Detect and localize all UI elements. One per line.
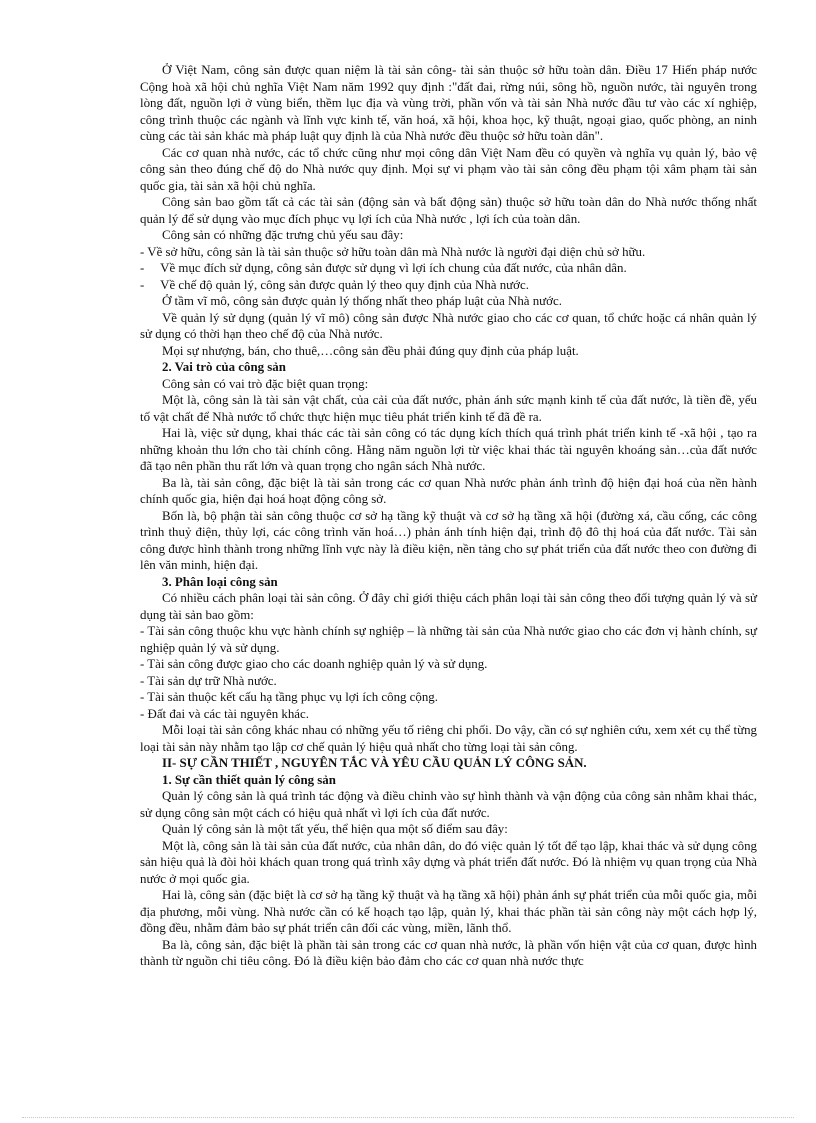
paragraph: Quản lý công sản là một tất yếu, thể hiện qua một số điểm sau đây: <box>162 822 508 836</box>
list-item: - Về mục đích sử dụng, công sản được sử dụng vì lợi ích chung của đất nước, của nhân dân. <box>140 261 627 275</box>
paragraph: Ba là, tài sản công, đặc biệt là tài sản trong các cơ quan Nhà nước phản ánh trình độ hiện đại hoá của nền hành chính quốc gia, hiện đại hoá hoạt động công sở. <box>140 475 757 506</box>
paragraph: Mọi sự nhượng, bán, cho thuê,…công sản đều phải đúng quy định của pháp luật. <box>162 343 579 358</box>
section-heading-necessity: 1. Sự cần thiết quản lý công sản <box>162 772 336 787</box>
section-heading-classification: 3. Phân loại công sản <box>162 574 278 589</box>
paragraph-intro: Ở Việt Nam, công sản được quan niệm là tài sản công- tài sản thuộc sở hữu toàn dân. Điều 17 Hiến pháp nước Cộng hoà xã hội chủ nghĩa Việt Nam năm 1992 quy định :"đất đai, rừng núi, sông hồ, nguồn nước, tài nguyên trong lòng đất, nguồn lợi ở vùng biển, thềm lục địa và vùng trời, phần vốn và tài sản Nhà nước đầu tư vào các xí nghiệp, công trình thuộc các ngành và lĩnh vực kinh tế, văn hoá, xã hội, khoa học, kỹ thuật, ngoại giao, quốc phòng, an ninh cùng các tài sản khác mà pháp luật quy định là của Nhà nước đều thuộc sở hữu toàn dân". <box>140 63 757 143</box>
paragraph: Quản lý công sản là quá trình tác động và điều chỉnh vào sự hình thành và vận động của công sản nhằm khai thác, sử dụng công sản một cách có hiệu quả nhất vì lợi ích của đất nước. <box>140 789 757 820</box>
paragraph: Công sản có vai trò đặc biệt quan trọng: <box>162 376 369 391</box>
paragraph-duties: Các cơ quan nhà nước, các tổ chức cũng như mọi công dân Việt Nam đều có quyền và nghĩa vụ quản lý, bảo vệ công sản theo đúng chế độ do Nhà nước quy định. Mọi sự vi phạm vào tài sản công đều phạm tội xâm phạm tài sản quốc gia, tài sản xã hội chủ nghĩa. <box>140 145 757 193</box>
list-item: - Tài sản công được giao cho các doanh nghiệp quản lý và sử dụng. <box>140 657 488 671</box>
list-item: - Tài sản dự trữ Nhà nước. <box>140 673 277 688</box>
paragraph: Bốn là, bộ phận tài sản công thuộc cơ sở hạ tầng kỹ thuật và cơ sở hạ tầng xã hội (đường xá, cầu cống, các công trình thuỷ điện, thủy lợi, các công trình văn hoá…) phản ánh tính hiện đại, trình độ đô thị hoá của đất nước. Tài sản công được hình thành trong những lĩnh vực này là điều kiện, nền tảng cho sự phát triển của đất nước theo con đường đi lên văn minh, hiện đại. <box>140 508 757 572</box>
paragraph: Có nhiều cách phân loại tài sản công. Ở đây chỉ giới thiệu cách phân loại tài sản công theo đối tượng quản lý và sử dụng tài sản bao gồm: <box>140 591 757 622</box>
paragraph: Ba là, công sản, đặc biệt là phần tài sản trong các cơ quan nhà nước, là phần vốn hiện vật của cơ quan, được hình thành từ nguồn chi tiêu công. Đó là điều kiện bảo đảm cho các cơ quan nhà nước thực <box>140 937 757 968</box>
chapter-heading: II- SỰ CẦN THIẾT , NGUYÊN TẮC VÀ YÊU CẦU QUẢN LÝ CÔNG SẢN. <box>162 756 587 770</box>
list-item: - Tài sản công thuộc khu vực hành chính sự nghiệp – là những tài sản của Nhà nước giao cho các đơn vị hành chính, sự nghiệp quản lý và sử dụng. <box>140 624 757 655</box>
paragraph: Về quản lý sử dụng (quản lý vĩ mô) công sản được Nhà nước giao cho các cơ quan, tổ chức hoặc cá nhân quản lý sử dụng có thời hạn theo chế độ của Nhà nước. <box>140 310 757 341</box>
list-item: - Về chế độ quản lý, công sản được quản lý theo quy định của Nhà nước. <box>140 277 529 292</box>
paragraph: Hai là, công sản (đặc biệt là cơ sở hạ tầng kỹ thuật và hạ tầng xã hội) phản ánh sự phát triển của mỗi quốc gia, mỗi địa phương, mỗi vùng. Nhà nước cần có kế hoạch tạo lập, quản lý, khai thác phần tài sản công này một cách hợp lý, đồng đều, nhằm đảm bảo sự phát triển cân đối các vùng, miền, lãnh thổ. <box>140 888 757 935</box>
paragraph: Một là, công sản là tài sản của đất nước, của nhân dân, do đó việc quản lý tốt để tạo lập, khai thác và sử dụng công sản hiệu quả là đòi hỏi khách quan trong quá trình xây dựng và phát triển đất nước. Đó là nhiệm vụ quan trọng của Nhà nước ở mọi quốc gia. <box>140 838 757 886</box>
list-item: - Đất đai và các tài nguyên khác. <box>140 706 309 721</box>
paragraph-definition: Công sản bao gồm tất cả các tài sản (động sản và bất động sản) thuộc sở hữu toàn dân do Nhà nước thống nhất quản lý để sử dụng vào mục đích phục vụ lợi ích của Nhà nước , lợi ích của toàn dân. <box>140 195 757 226</box>
list-item: - Về sở hữu, công sản là tài sản thuộc sở hữu toàn dân mà Nhà nước là người đại diện chủ sở hữu. <box>140 244 646 259</box>
page-bottom-border <box>22 1117 794 1118</box>
paragraph-characteristics-intro: Công sản có những đặc trưng chủ yếu sau đây: <box>162 228 404 242</box>
paragraph: Hai là, việc sử dụng, khai thác các tài sản công có tác dụng kích thích quá trình phát triển kinh tế -xã hội , tạo ra những khoản thu lớn cho tài chính công. Hằng năm nguồn lợi từ việc khai thác tài nguyên khoáng sản…của đất nước đã tạo nên phần thu rất lớn và quan trọng cho ngân sách Nhà nước. <box>140 426 757 473</box>
paragraph: Một là, công sản là tài sản vật chất, của cải của đất nước, phản ánh sức mạnh kinh tế của đất nước, là tiền đề, yếu tố vật chất để Nhà nước tổ chức thực hiện mục tiêu phát triển kinh tế đã đề ra. <box>140 393 757 424</box>
paragraph: Mỗi loại tài sản công khác nhau có những yếu tố riêng chi phối. Do vậy, cần có sự nghiên cứu, xem xét cụ thể từng loại tài sản này nhằm tạo lập cơ chế quản lý hiệu quả nhất cho từng loại tài sản công. <box>140 723 757 754</box>
section-heading-role: 2. Vai trò của công sản <box>162 360 286 374</box>
document-page <box>140 62 757 970</box>
list-item: - Tài sản thuộc kết cấu hạ tầng phục vụ lợi ích công cộng. <box>140 690 438 704</box>
paragraph: Ở tầm vĩ mô, công sản được quản lý thống nhất theo pháp luật của Nhà nước. <box>162 294 562 308</box>
